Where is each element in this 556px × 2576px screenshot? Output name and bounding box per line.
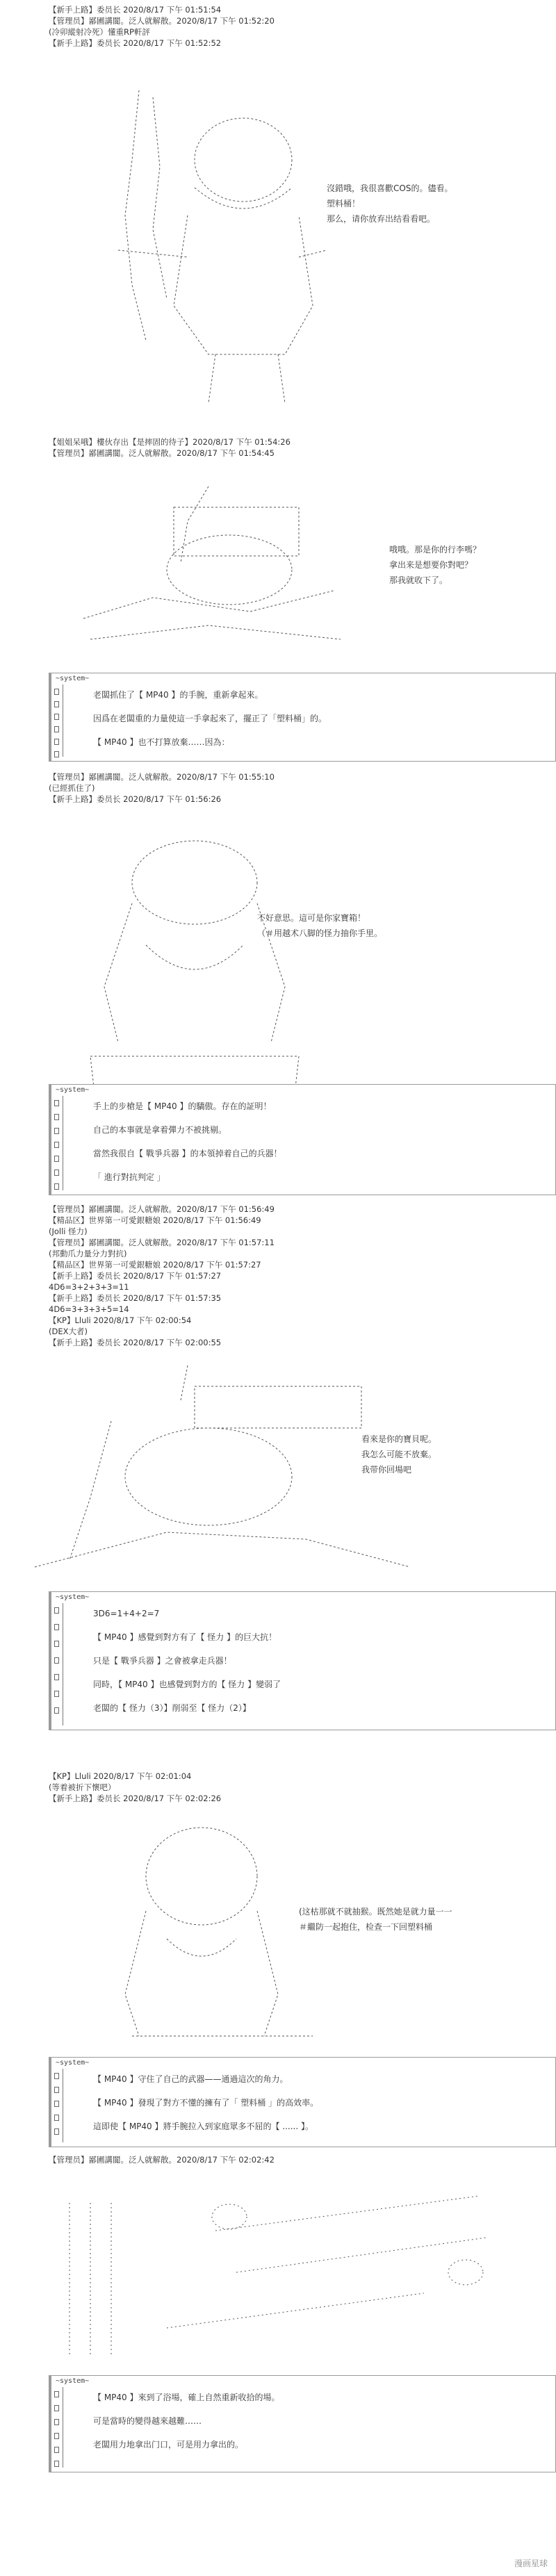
dialogue-line: （＃用越术八脚的怪力抽你手里。 [257, 928, 383, 938]
rail-box-icon [54, 1114, 59, 1120]
rail-box-icon [54, 1657, 59, 1664]
chat-line: 【管理员】鄙圃講閬。泛人就解散。2020/8/17 下午 01:54:45 [49, 448, 275, 458]
chat-line: (Jolli 怪力) [49, 1227, 88, 1236]
chat-log-block-3 [49, 771, 275, 805]
chat-line: 【精品区】世界第一可愛銀糖娘 2020/8/17 下午 01:57:27 [49, 1260, 261, 1270]
ascii-art-figure-icon [28, 1359, 417, 1581]
rail-box-icon [54, 1170, 59, 1176]
chat-log-block-5 [49, 1771, 221, 1804]
system-line: 同時，【 MP40 】也感覺到對方的【 怪力 】變弱了 [93, 1680, 281, 1689]
rail-box-icon [54, 2391, 59, 2397]
chat-line: 【管理员】鄙圃講閬。泛人就解散。2020/8/17 下午 01:52:20 [49, 16, 275, 26]
rail-box-icon [54, 726, 59, 732]
ascii-art-figure-icon [76, 834, 313, 1126]
system-line: 手上的步槍是【 MP40 】的驕傲。存在的証明！ [93, 1101, 272, 1111]
dialogue-block-3 [257, 910, 382, 941]
chat-line: 【管理员】鄙圃講閬。泛人就解散。2020/8/17 下午 02:02:42 [49, 2155, 275, 2165]
system-box-5 [49, 2375, 556, 2472]
system-line: 【 MP40 】也不打算放棄……因為： [93, 737, 230, 747]
system-line: 【 MP40 】發現了對方不懂的擁有了「 塑料桶 」的高效率。 [93, 2098, 319, 2108]
chat-line: 【新手上路】委员长 2020/8/17 下午 01:51:54 [49, 5, 222, 15]
system-tag: ~system~ [56, 2377, 90, 2385]
rail-box-icon [54, 2447, 59, 2453]
figure-4-icon [28, 1359, 417, 1581]
system-rail [51, 2069, 61, 2142]
system-lines [93, 1602, 548, 1720]
system-rail [51, 2387, 61, 2468]
rail-box-icon [54, 2405, 59, 2411]
dialogue-line: 我怎么可能不放棄。 [361, 1450, 437, 1459]
system-rail [51, 1603, 61, 1725]
dialogue-block-4 [361, 1431, 436, 1477]
chat-line: 【姐姐呆哦】樓伙存出【是摔固的待子】2020/8/17 下午 01:54:26 [49, 437, 291, 447]
chat-line: 4D6=3+3+3+5=14 [49, 1304, 129, 1314]
rail-box-icon [54, 2461, 59, 2467]
system-box-1 [49, 673, 556, 762]
watermark: 漫画星球 [514, 2559, 548, 2568]
system-box-2 [49, 1084, 556, 1195]
rail-box-icon [54, 2128, 59, 2135]
figure-5-icon [104, 1814, 327, 2050]
chat-line: 【新手上路】委员长 2020/8/17 下午 02:02:26 [49, 1794, 222, 1803]
dialogue-line: 拿出来是想要你對吧？ [389, 560, 473, 570]
chat-log-block-2 [49, 436, 291, 459]
chat-line: 【新手上路】委员长 2020/8/17 下午 01:52:52 [49, 38, 222, 48]
system-tag: ~system~ [56, 1593, 90, 1601]
system-tag: ~system~ [56, 2059, 90, 2067]
rail-box-icon [54, 2101, 59, 2107]
chat-line: 【新手上路】委员长 2020/8/17 下午 01:57:27 [49, 1271, 222, 1281]
rail-box-icon [54, 1156, 59, 1162]
dialogue-line: 看來是你的寶貝呢。 [361, 1434, 437, 1444]
rail-box-icon [54, 2115, 59, 2121]
system-line: 老闆的【 怪力（3）】削弱至【 怪力（2）】 [93, 1703, 251, 1713]
rail-box-icon [54, 714, 59, 720]
dialogue-block-2 [389, 542, 481, 588]
system-line: 【 MP40 】守住了自己的武器——通過這次的角力。 [93, 2074, 288, 2084]
rail-box-icon [54, 751, 59, 757]
system-line: 老闆用力地拿出门口，可是用力拿出的。 [93, 2440, 244, 2450]
system-line: 當然我很自【 戰爭兵器 】的本領掉着自己的兵器！ [93, 1149, 282, 1158]
system-line: 這即使【 MP40 】將手腕拉入到家庭眾多不屈的【 ...... 】。 [93, 2122, 314, 2131]
chat-line: (已經抓住了) [49, 783, 95, 793]
dialogue-line: 那我就收下了。 [389, 575, 448, 585]
chat-line: 【管理员】鄙圃講閬。泛人就解散。2020/8/17 下午 01:57:11 [49, 1238, 275, 1247]
rail-box-icon [54, 1607, 59, 1614]
system-line: 只是【 戰爭兵器 】之會被拿走兵器！ [93, 1656, 232, 1666]
system-box-4 [49, 2057, 556, 2147]
chat-line: 【新手上路】委员长 2020/8/17 下午 02:00:55 [49, 1338, 222, 1347]
system-line: 3D6=1+4+2=7 [93, 1609, 160, 1618]
figure-3-icon [76, 834, 313, 1126]
rail-box-icon [54, 1183, 59, 1190]
chat-line: (冷卯縱射冷死）懂重RP軒評 [49, 27, 150, 37]
rail-box-icon [54, 2419, 59, 2425]
dialogue-line: 沒錯哦，我很喜歡COS的。儘看。 [327, 183, 453, 193]
ascii-art-figure-icon [104, 1814, 327, 2050]
chat-line: 【新手上路】委员长 2020/8/17 下午 01:56:26 [49, 794, 222, 804]
system-line: 「 進行對抗判定 」 [93, 1172, 165, 1182]
chat-line: 【KP】Lluli 2020/8/17 下午 02:01:04 [49, 1771, 192, 1781]
system-lines [93, 683, 548, 754]
rail-box-icon [54, 1624, 59, 1630]
system-lines [93, 1094, 548, 1189]
dialogue-line: 哦哦。那是你的行李嗎？ [389, 545, 482, 555]
rail-box-icon [54, 2073, 59, 2079]
chat-line: (DEX大者) [49, 1327, 88, 1336]
dialogue-line: 我带你回場吧 [361, 1465, 412, 1475]
system-line: 【 MP40 】來到了浴場，確上自然重新收拾的場。 [93, 2393, 280, 2402]
rail-box-icon [54, 1691, 59, 1697]
system-lines [93, 2386, 548, 2456]
ascii-art-figure-icon [111, 76, 334, 410]
dialogue-line: 那么，请你放弃出结看看吧。 [327, 214, 436, 224]
rail-box-icon [54, 1641, 59, 1647]
figure-1-icon [111, 76, 334, 410]
ascii-art-figure-icon [70, 479, 348, 646]
chat-line: 4D6=3+2+3+3=11 [49, 1282, 129, 1292]
rail-box-icon [54, 689, 59, 695]
chat-line: (等着被折下懷吧） [49, 1782, 116, 1792]
chat-line: 【精品区】世界第一可愛銀糖娘 2020/8/17 下午 01:56:49 [49, 1215, 261, 1225]
chat-line: 【管理员】鄙圃講閬。泛人就解散。2020/8/17 下午 01:56:49 [49, 1204, 275, 1214]
ascii-art-figure-icon [63, 2189, 493, 2363]
system-line: 老闆抓住了【 MP40 】的手腕，重新拿起來。 [93, 690, 263, 700]
dialogue-block-5 [299, 1904, 452, 1935]
chat-line: 【新手上路】委员长 2020/8/17 下午 01:57:35 [49, 1293, 222, 1303]
dialogue-line: 不好意思。這可是你家寶箱！ [257, 913, 366, 923]
system-tag: ~system~ [56, 1086, 90, 1094]
rail-box-icon [54, 1674, 59, 1680]
system-line: 【 MP40 】感覺到對方有了【 怪力 】的巨大抗！ [93, 1632, 277, 1642]
rail-box-icon [54, 739, 59, 745]
system-line: 自己的本事就是拿着彈力不被挑剔。 [93, 1125, 227, 1135]
chat-log-block-1 [49, 4, 275, 49]
dialogue-line: 塑料桶！ [327, 199, 361, 208]
chat-log-block-4 [49, 1204, 275, 1348]
rail-box-icon [54, 1128, 59, 1134]
dialogue-block-1 [327, 181, 452, 227]
rail-box-icon [54, 2087, 59, 2093]
chat-line: 【管理员】鄙圃講閬。泛人就解散。2020/8/17 下午 01:55:10 [49, 772, 275, 782]
chat-line: (邦動爪力量分力對抗) [49, 1249, 127, 1258]
figure-6-icon [63, 2189, 493, 2363]
system-lines [93, 2067, 548, 2138]
dialogue-line: (这枯那就不就抽猴。既然她是就力量一一 [299, 1907, 452, 1917]
system-line: 因爲在老闆重的力量使這一手拿起來了，擺正了「塑料桶」的。 [93, 714, 327, 723]
system-rail [51, 684, 61, 757]
rail-box-icon [54, 1707, 59, 1714]
rail-box-icon [54, 2433, 59, 2439]
system-rail [51, 1096, 61, 1190]
chat-log-block-6 [49, 2154, 275, 2165]
chat-line: 【KP】Lluli 2020/8/17 下午 02:00:54 [49, 1315, 192, 1325]
rail-box-icon [54, 1100, 59, 1106]
system-box-3 [49, 1591, 556, 1730]
system-tag: ~system~ [56, 675, 90, 682]
dialogue-line: ＃繼防一起抱住，检查一下回塑料桶 [299, 1922, 433, 1932]
system-line: 可是當時的變得越來越難…… [93, 2416, 202, 2426]
rail-box-icon [54, 1142, 59, 1148]
rail-box-icon [54, 701, 59, 707]
figure-2-icon [70, 479, 348, 646]
